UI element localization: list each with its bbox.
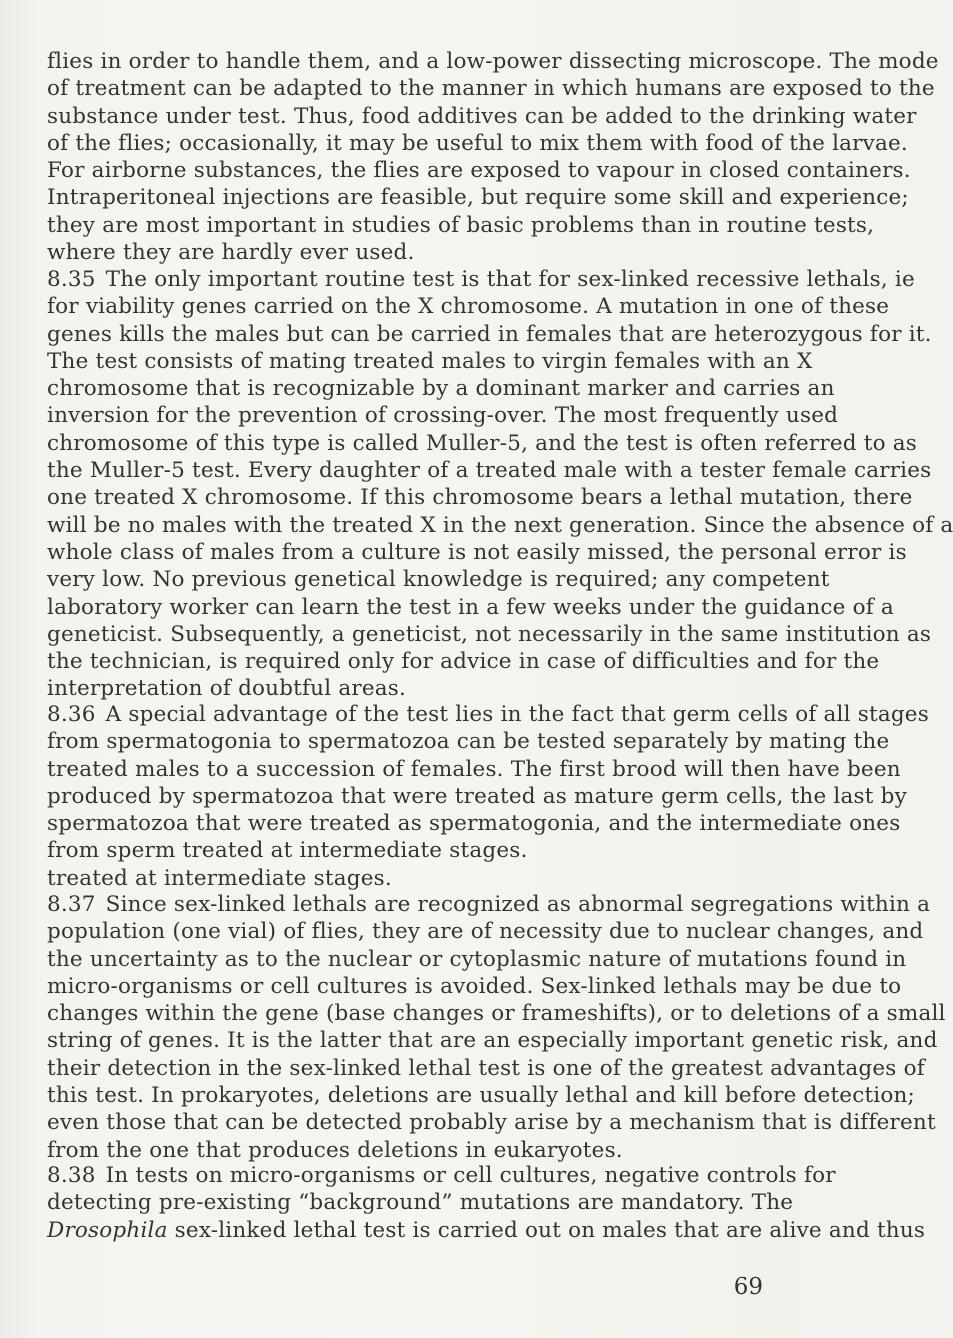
paragraph-8-35 [47,266,953,703]
paragraph-number: 8.37 [47,892,96,917]
text-line: produced by spermatozoa that were treated as mature germ cells, the last by [47,783,907,809]
text-line: Drosophila sex-linked lethal test is carried out on males that are alive and thus [47,1217,926,1243]
text-line: string of genes. It is the latter that are an especially important genetic risk, and [47,1028,938,1054]
page-number: 69 [733,1274,763,1300]
text-line: one treated X chromosome. If this chromosome bears a lethal mutation, there [47,485,913,511]
paragraph-number: 8.36 [47,702,96,727]
text-line: changes within the gene (base changes or frameshifts), or to deletions of a small [47,1001,946,1027]
text-line: chromosome of this type is called Muller-5, and the test is often referred to as [47,430,918,456]
text-line: will be no males with the treated X in the next generation. Since the absence of a [47,512,953,538]
text-line: the uncertainty as to the nuclear or cytoplasmic nature of mutations found in [47,946,907,972]
paragraph-number: 8.38 [47,1163,96,1188]
text-line: genes kills the males but can be carried in females that are heterozygous for it. [47,321,932,347]
text-line: micro-organisms or cell cultures is avoided. Sex-linked lethals may be due to [47,973,902,999]
text-line: 8.36 A special advantage of the test lies in the fact that germ cells of all stages [47,702,929,727]
text-line: 8.37 Since sex-linked lethals are recognized as abnormal segregations within a [47,892,931,917]
paragraph-continuation [47,48,939,266]
text-line: spermatozoa that were treated as spermatogonia, and the intermediate ones [47,811,901,837]
text-line: the technician, is required only for advice in case of difficulties and for the [47,649,880,675]
text-line: treated males to a succession of females. The first brood will then have been [47,756,901,782]
text-line: For airborne substances, the flies are exposed to vapour in closed containers. [47,158,911,184]
text-line: their detection in the sex-linked lethal test is one of the greatest advantages of [47,1055,925,1081]
text-line: of treatment can be adapted to the manner in which humans are exposed to the [47,76,935,102]
paragraph-number: 8.35 [47,267,96,292]
text-line: this test. In prokaryotes, deletions are usually lethal and kill before detection; [47,1083,916,1109]
text-line: of the flies; occasionally, it may be useful to mix them with food of the larvae. [47,130,908,156]
paragraph-8-36 [47,701,929,892]
text-line: from spermatogonia to spermatozoa can be tested separately by mating the [47,729,890,755]
text-line: population (one vial) of flies, they are of necessity due to nuclear changes, and [47,919,924,945]
paragraph-8-37 [47,891,946,1164]
text-line: flies in order to handle them, and a low-power dissecting microscope. The mode [47,49,939,74]
text-line: inversion for the prevention of crossing-over. The most frequently used [47,403,839,429]
text-line: very low. No previous genetical knowledge is required; any competent [47,567,830,593]
text-line: the Muller-5 test. Every daughter of a treated male with a tester female carries [47,458,932,484]
text-line: 8.38 In tests on micro-organisms or cell cultures, negative controls for [47,1163,836,1188]
text-line: they are most important in studies of basic problems than in routine tests, [47,212,875,238]
text-line: The test consists of mating treated males to virgin females with an X [47,348,813,374]
text-line: 8.35 The only important routine test is that for sex-linked recessive lethals, ie [47,267,915,292]
text-line: for viability genes carried on the X chromosome. A mutation in one of these [47,294,890,320]
text-line: laboratory worker can learn the test in a few weeks under the guidance of a [47,594,894,620]
text-line: substance under test. Thus, food additives can be added to the drinking water [47,103,917,129]
text-line: interpretation of doubtful areas. [47,676,407,702]
text-line: whole class of males from a culture is not easily missed, the personal error is [47,539,907,565]
italic-term: Drosophila [47,1217,168,1243]
text-line: treated at intermediate stages. [47,865,392,891]
text-line: geneticist. Subsequently, a geneticist, not necessarily in the same institution as [47,621,932,647]
text-line: detecting pre-existing “background” mutations are mandatory. The [47,1190,794,1216]
text-line: chromosome that is recognizable by a dominant marker and carries an [47,376,835,402]
text-line: from sperm treated at intermediate stages. [47,838,528,864]
text-line: Intraperitoneal injections are feasible, but require some skill and experience; [47,185,909,211]
paragraph-8-38 [47,1162,926,1244]
text-line: even those that can be detected probably arise by a mechanism that is different [47,1110,936,1136]
text-line: where they are hardly ever used. [47,240,415,266]
text-line: from the one that produces deletions in eukaryotes. [47,1137,623,1163]
